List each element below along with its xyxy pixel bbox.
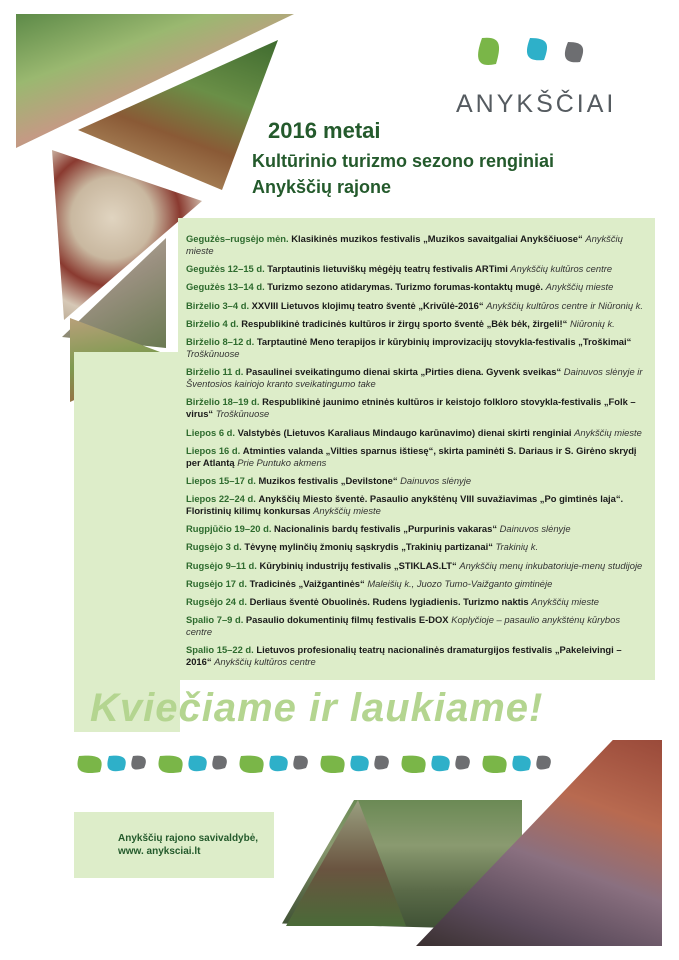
event-item: [186, 614, 648, 638]
event-name: Turizmo sezono atidarymas. Turizmo forumas-kontaktų mugė.: [267, 281, 544, 293]
event-date: Birželio 11 d.: [186, 366, 244, 378]
event-item: [186, 541, 648, 553]
event-location: Anykščių menų inkubatoriuje-menų studijoje: [459, 559, 643, 571]
gray-leaf-icon: [293, 756, 308, 770]
event-location: Anykščių mieste: [574, 426, 642, 438]
event-date: Gegužės–rugsėjo mėn.: [186, 233, 289, 244]
event-item: [186, 318, 648, 330]
event-item: [186, 300, 648, 312]
green-leaf-icon: [239, 756, 263, 773]
event-date: Spalio 7–9 d.: [186, 614, 244, 626]
event-item: [186, 336, 648, 360]
event-date: Liepos 6 d.: [186, 426, 235, 438]
event-item: [186, 396, 648, 420]
title-line-1: Kultūrinio turizmo sezono renginiai: [252, 151, 555, 171]
anyksciai-logo: [456, 34, 636, 124]
gray-leaf-icon: [374, 756, 389, 770]
title-year: 2016 metai: [268, 118, 381, 143]
event-date: Rugsėjo 17 d.: [186, 577, 247, 589]
event-date: Rugsėjo 24 d.: [186, 596, 247, 607]
event-date: Gegužės 13–14 d.: [186, 281, 265, 293]
event-item: [186, 445, 648, 469]
gray-leaf-icon: [455, 756, 470, 770]
footer-org: Anykščių rajono savivaldybė,: [118, 833, 259, 844]
event-date: Birželio 3–4 d.: [186, 299, 250, 311]
event-location: Anykščių mieste: [531, 596, 599, 607]
event-name: XXVIII Lietuvos klojimų teatro šventė „Krivūlė-2016“: [251, 299, 484, 311]
event-date: Birželio 18–19 d.: [186, 396, 260, 408]
green-leaf-icon: [77, 756, 101, 773]
event-date: Liepos 22–24 d.: [186, 493, 256, 505]
event-item: [186, 281, 648, 293]
event-location: Anykščių mieste: [313, 505, 381, 517]
event-location: Troškūnuose: [215, 408, 270, 420]
green-leaf-icon: [158, 756, 182, 773]
blue-leaf-icon: [188, 756, 206, 772]
event-name: Muzikos festivalis „Devilstone“: [258, 474, 398, 486]
event-date: Rugsėjo 9–11 d.: [186, 559, 257, 571]
event-location: Dainuvos slėnyje: [400, 474, 472, 486]
event-name: Respublikinė jaunimo etninės kultūros ir keistojo folkloro stovykla-festivalis „Folk – virus“: [186, 396, 636, 420]
title-line-2: Anykščių rajone: [252, 177, 392, 197]
brand-name: ANYKŠČIAI: [456, 90, 617, 118]
event-name: Pasaulinei sveikatingumo dienai skirta „Pirties diena. Gyvenk sveikas“: [245, 366, 562, 378]
event-date: Spalio 15–22 d.: [186, 644, 254, 656]
event-item: [186, 366, 648, 390]
event-location: Anykščių mieste: [545, 281, 614, 293]
event-item: [186, 263, 648, 275]
event-item: [186, 578, 648, 590]
event-location: Anykščių kultūros centre: [214, 656, 316, 668]
logo-icon-strip: [76, 750, 566, 780]
event-name: Atminties valanda „Vilties sparnus ištiesę“, skirta paminėti S. Dariaus ir S. Girėno skrydį per Atlantą: [186, 444, 637, 468]
event-name: Valstybės (Lietuvos Karaliaus Mindaugo karūnavimo) dienai skirti renginiai: [237, 426, 572, 438]
blue-leaf-icon: [350, 756, 368, 772]
event-name: Anykščių Miesto šventė. Pasaulio anykštėnų VIII suvažiavimas „Po gimtinės laja“. Floristinių kilimų konkursas: [186, 493, 624, 517]
gray-leaf-icon: [536, 756, 551, 770]
event-name: Tarptautinis lietuviškų mėgėjų teatrų festivalis ARTimi: [267, 263, 508, 275]
events-panel-extension: [74, 352, 180, 732]
event-location: Anykščių kultūros centre ir Niūronių k.: [486, 299, 643, 311]
event-location: Prie Puntuko akmens: [237, 456, 327, 468]
slogan: Kviečiame ir laukiame!: [90, 686, 544, 730]
event-name: Nacionalinis bardų festivalis „Purpurinis vakaras“: [274, 523, 498, 535]
event-name: Klasikinės muzikos festivalis „Muzikos savaitgaliai Anykščiuose“: [291, 233, 583, 244]
event-name: Tradicinės „Vaižgantinės“: [249, 577, 365, 589]
event-date: Gegužės 12–15 d.: [186, 263, 265, 275]
green-leaf-icon: [320, 756, 344, 773]
footer-website-link[interactable]: www. anyksciai.lt: [118, 846, 201, 857]
event-item: [186, 427, 648, 439]
event-item: [186, 523, 648, 535]
footer: [118, 832, 258, 858]
event-item: [186, 560, 648, 572]
event-location: Trakinių k.: [495, 541, 539, 553]
event-location: Maleišių k., Juozo Tumo-Vaižganto gimtinėje: [367, 577, 553, 589]
event-item: [186, 493, 648, 517]
blue-leaf-icon: [512, 756, 530, 772]
event-location: Anykščių kultūros centre: [510, 263, 613, 275]
event-location: Dainuvos slėnyje ir Šventosios kairiojo kranto sveikatingumo take: [186, 366, 643, 390]
events-list: [186, 233, 648, 675]
blue-leaf-icon: [431, 756, 449, 772]
event-location: Niūronių k.: [569, 317, 615, 329]
event-item: [186, 644, 648, 668]
blue-leaf-icon: [107, 756, 125, 772]
green-leaf-icon: [482, 756, 506, 773]
event-name: Derliaus šventė Obuolinės. Rudens lygiadienis. Turizmo naktis: [249, 596, 529, 607]
event-location: Dainuvos slėnyje: [499, 523, 571, 535]
event-location: Koplyčioje – pasaulio anykštėnų kūrybos centre: [186, 614, 621, 638]
event-date: Rugpjūčio 19–20 d.: [186, 523, 272, 535]
event-date: Liepos 16 d.: [186, 444, 241, 456]
event-name: Kūrybinių industrijų festivalis „STIKLAS.LT“: [259, 559, 457, 571]
event-name: Respublikinė tradicinės kultūros ir žirgų sporto šventė „Bėk bėk, žirgeli!“: [241, 317, 568, 329]
event-location: Troškūnuose: [186, 347, 240, 359]
event-name: Lietuvos profesionalių teatrų nacionalinės dramaturgijos festivalis „Pakeleivingi – 2016“: [186, 644, 622, 668]
green-leaf-icon: [401, 756, 425, 773]
event-date: Liepos 15–17 d.: [186, 474, 256, 486]
event-name: Tarptautinė Meno terapijos ir kūrybinių improvizacijų stovykla-festivalis „Troškimai“: [256, 335, 632, 347]
event-date: Birželio 8–12 d.: [186, 335, 255, 347]
event-name: Pasaulio dokumentinių filmų festivalis E-DOX: [245, 614, 449, 626]
event-location: Anykščių mieste: [186, 233, 623, 256]
event-name: Tėvynę mylinčių žmonių sąskrydis „Trakinių partizanai“: [244, 541, 493, 553]
event-item: [186, 475, 648, 487]
logo-leaf-icons: [456, 34, 636, 90]
event-item: [186, 596, 648, 608]
leaf-icon-row: [76, 750, 566, 780]
gray-leaf-icon: [212, 756, 227, 770]
event-date: Birželio 4 d.: [186, 317, 239, 329]
event-date: Rugsėjo 3 d.: [186, 541, 242, 553]
event-item: [186, 233, 648, 257]
blue-leaf-icon: [269, 756, 287, 772]
gray-leaf-icon: [131, 756, 146, 770]
